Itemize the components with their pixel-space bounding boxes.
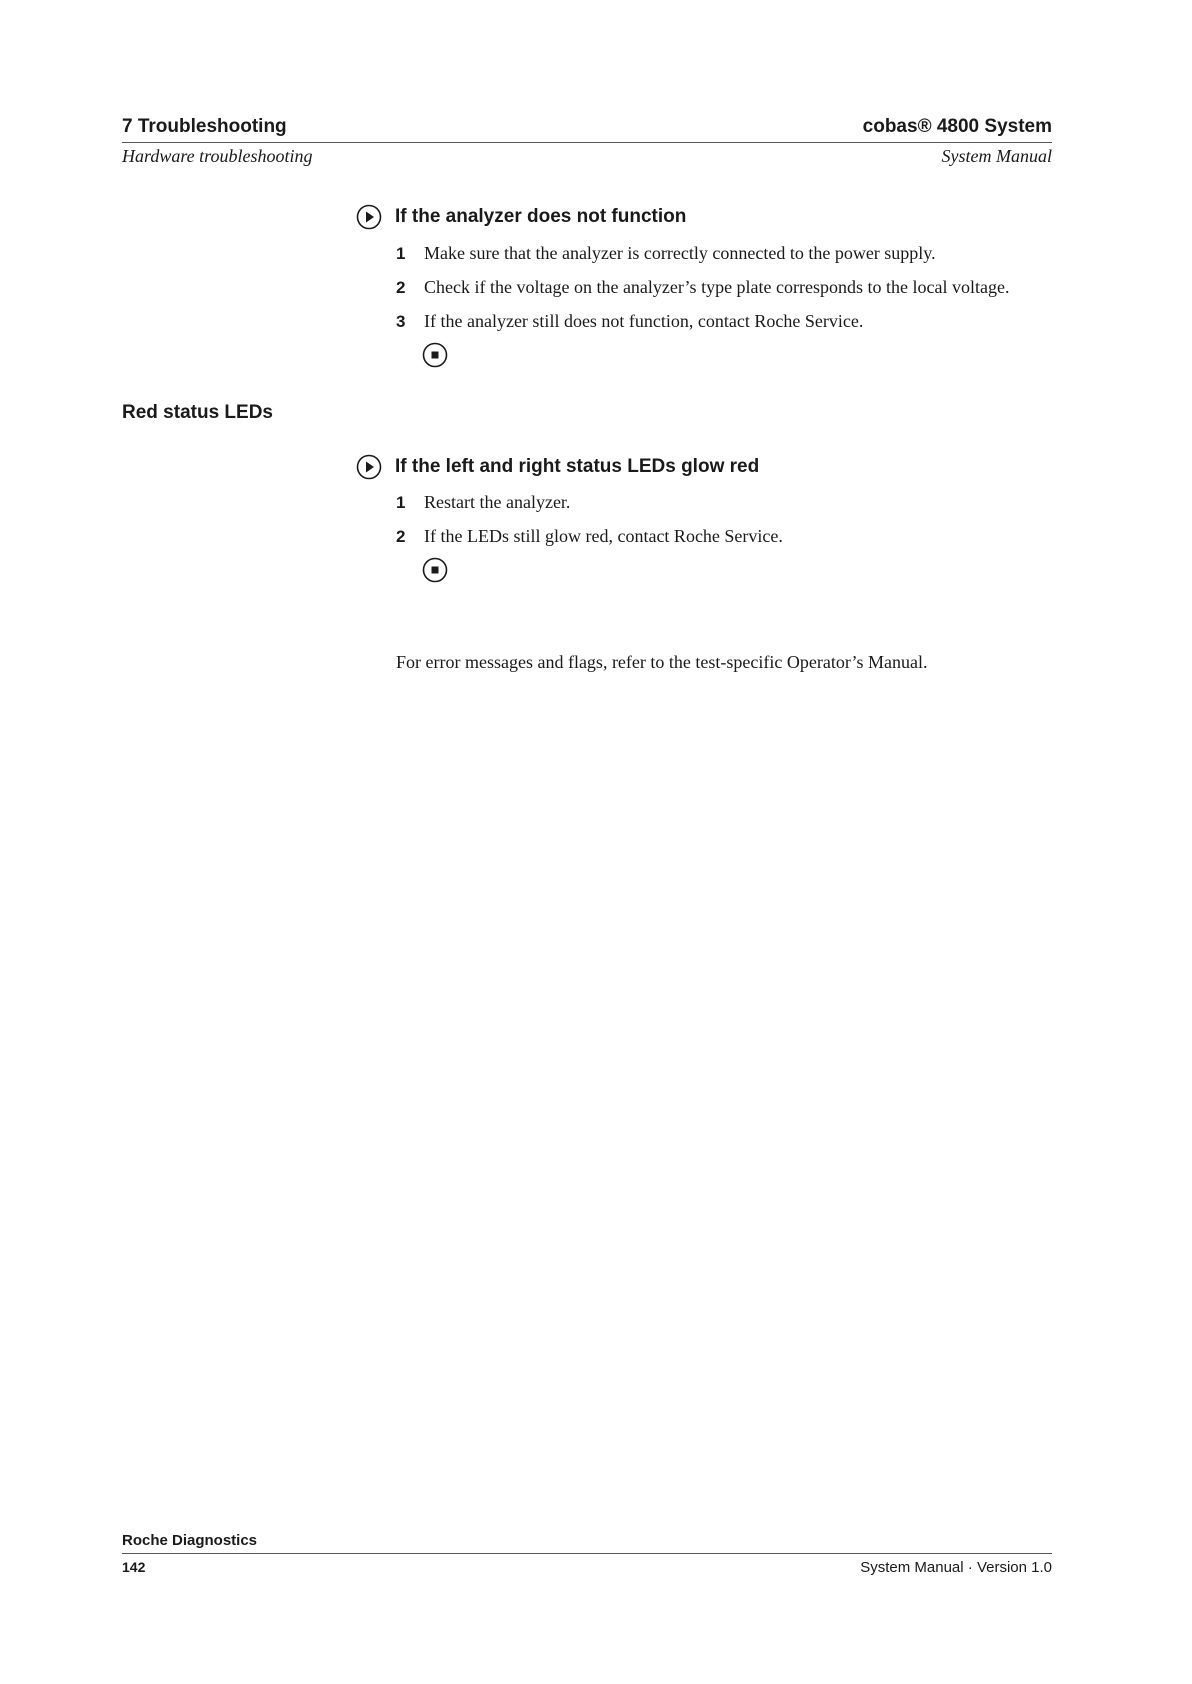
- section-subtitle: Hardware troubleshooting: [122, 146, 313, 166]
- step-text: Make sure that the analyzer is correctly connected to the power supply.: [424, 243, 936, 263]
- side-heading: Red status LEDs: [122, 402, 273, 423]
- procedure-title-analyzer: [356, 204, 686, 230]
- procedure-end-icon: [422, 342, 448, 368]
- step-number: 3: [396, 312, 406, 331]
- chapter-title: 7 Troubleshooting: [122, 116, 287, 137]
- step-number: 1: [396, 244, 406, 263]
- procedure-step: [396, 492, 570, 513]
- procedure-step: [396, 243, 936, 264]
- footer-version: System Manual · Version 1.0: [860, 1559, 1052, 1576]
- procedure-start-icon: [356, 204, 382, 230]
- procedure-step: [396, 277, 1009, 298]
- procedure-end-icon: [422, 557, 448, 583]
- step-number: 1: [396, 493, 406, 512]
- procedure-title-text: If the left and right status LEDs glow red: [395, 456, 760, 477]
- reference-note: For error messages and flags, refer to the test-specific Operator’s Manual.: [396, 652, 928, 672]
- procedure-title-text: If the analyzer does not function: [395, 206, 687, 227]
- footer-company: Roche Diagnostics: [122, 1532, 258, 1549]
- header-divider: [122, 142, 1052, 143]
- page-number: 142: [122, 1559, 146, 1575]
- procedure-step: [396, 526, 783, 547]
- manual-subtitle: System Manual: [941, 146, 1052, 166]
- footer-divider: [122, 1553, 1052, 1554]
- step-text: If the analyzer still does not function, contact Roche Service.: [424, 311, 864, 331]
- step-text: Check if the voltage on the analyzer’s type plate corresponds to the local voltage.: [424, 277, 1010, 297]
- product-title: cobas® 4800 System: [862, 116, 1052, 137]
- procedure-title-leds: [356, 454, 759, 480]
- step-number: 2: [396, 527, 406, 546]
- procedure-start-icon: [356, 454, 382, 480]
- procedure-step: [396, 311, 863, 332]
- step-text: Restart the analyzer.: [424, 492, 571, 512]
- step-text: If the LEDs still glow red, contact Roche Service.: [424, 526, 783, 546]
- step-number: 2: [396, 278, 406, 297]
